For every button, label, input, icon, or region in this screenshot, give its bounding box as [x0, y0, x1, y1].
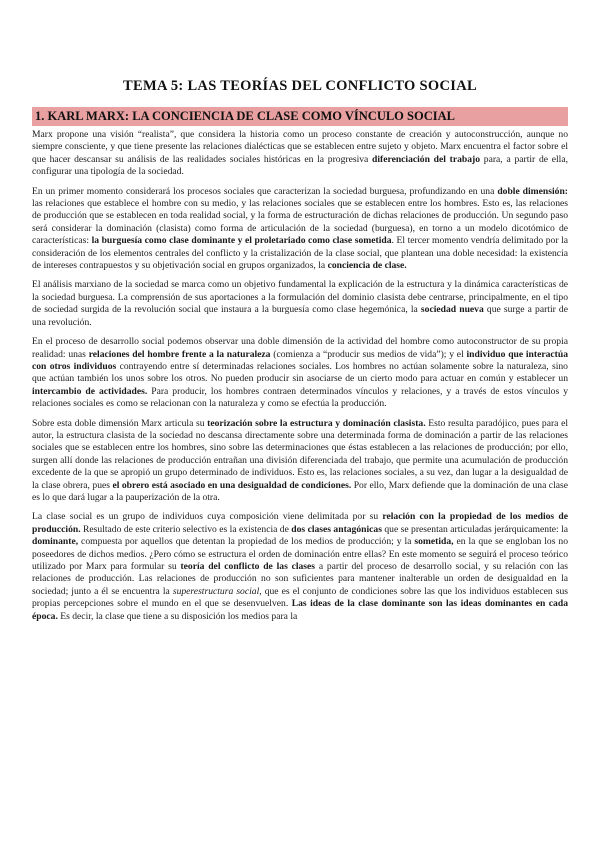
paragraph-text: Para producir, los hombres contraen determinados vínculos y relaciones, y a través de estos vínculos y relaciones sociales es como se relacionan con la naturaleza y como se efectúa la producción. [32, 385, 568, 410]
paragraph-text: (comienza a “producir sus medios de vida”); y el [270, 348, 467, 360]
emphasis-text: relaciones del hombre frente a la naturaleza [88, 348, 271, 360]
paragraph-text: que se presentan articuladas jerárquicamente: la [381, 523, 569, 535]
emphasis-text: diferenciación del trabajo [372, 153, 481, 165]
emphasis-text: sociedad nueva [420, 304, 484, 316]
paragraph-text: Es decir, la clase que tiene a su disposición los medios para la [57, 610, 298, 622]
paragraph-6 [32, 511, 568, 623]
emphasis-text: Las ideas de la clase dominante son las ideas dominantes en cada época. [32, 598, 568, 622]
emphasis-text: la burguesía como clase dominante y el proletariado como clase sometida [91, 235, 392, 247]
paragraph-4 [32, 336, 568, 410]
paragraph-text: las relaciones que establece el hombre con su medio, y las relaciones sociales que se establecen entre los hombres. Esto es, las relaciones de producción que se establecen en toda realidad social, y la forma de estructuración de dichas relaciones de producción. Un segundo paso será considerar la dominación (clasista) como forma de articulación de la sociedad (burguesa), en torno a un modelo dicotómico de características: [32, 198, 568, 247]
paragraph-text: Por ello, Marx defiende que la dominación de una clase es lo que dará lugar a la pauperización de la otra. [32, 479, 568, 503]
emphasis-text: teorización sobre la estructura y dominación clasista. [207, 417, 426, 429]
paragraph-text: En el proceso de desarrollo social podemos observar una doble dimensión de la actividad del hombre como autoconstructor de su propia realidad: unas [32, 336, 568, 360]
emphasis-text: dos clases antagónicas [291, 523, 382, 535]
paragraph-text: La clase social es un grupo de individuos cuya composición viene delimitada por su [32, 511, 383, 523]
paragraph-2 [32, 186, 568, 273]
emphasis-text: intercambio de actividades. [32, 385, 148, 397]
paragraph-5 [32, 418, 568, 505]
paragraph-text: . El tercer momento vendría delimitado por la consideración de los elementos centrales del conflicto y la cristalización de la clase social, que plantean una doble necesidad: la existencia de intereses contrapuestos y su objetivación social en grupos organizados, la [32, 235, 569, 272]
paragraph-text: En un primer momento considerará los procesos sociales que caracterizan la sociedad burguesa, profundizando en una [32, 185, 498, 197]
paragraph-text: en la que se engloban los no poseedores de dichos medios. ¿Pero cómo se estructura el orden de dominación entre ellas? En este momento se seguirá el proceso teórico utilizado por Marx para formular su [32, 536, 568, 572]
paragraph-text: Sobre esta doble dimensión Marx articula su [32, 417, 208, 429]
emphasis-text: el obrero está asociado en una desigualdad de condiciones. [112, 479, 352, 491]
emphasis-text: conciencia de clase. [327, 260, 407, 272]
paragraph-text: Resultado de este criterio selectivo es la existencia de [80, 523, 292, 535]
paragraph-text: El análisis marxiano de la sociedad se marca como un objetivo fundamental la explicación de la estructura y la dinámica características de la sociedad burguesa. La comprensión de sus aportaciones a la formulación del dominio clasista debe centrarse, principalmente, en el tipo de sociedad surgida de la revolución social que instaura a la burguesía como clase hegemónica, la [32, 279, 568, 316]
paragraph-text: compuesta por aquellos que detentan la propiedad de los medios de producción; y la [78, 536, 415, 548]
paragraph-text: a partir del proceso de desarrollo social, y su relación con las relaciones de producción. Las relaciones de producción no son suficientes para mantener inalterable un orden de desigualdad en la sociedad; junto a él se encuentra la [32, 561, 569, 597]
paragraph-text: que surge a partir de una revolución. [32, 304, 568, 328]
emphasis-text: sometida, [414, 536, 454, 548]
paragraph-text: contrayendo entre sí determinadas relaciones sociales. Los hombres no actúan solamente sobre la naturaleza, sino que actúan también los unos sobre los otros. No pueden producir sin asociarse de un cierto modo para actuar en común y establecer un [32, 360, 568, 385]
document-title: TEMA 5: LAS TEORÍAS DEL CONFLICTO SOCIAL [123, 78, 477, 94]
section-heading: 1. KARL MARX: LA CONCIENCIA DE CLASE COMO VÍNCULO SOCIAL [32, 107, 568, 126]
paragraph-text: Esto resulta paradójico, pues para el autor, la estructura clasista de la sociedad no descansa directamente sobre una determinada forma de dominación a partir de las relaciones sociales que se establecen entre los hombres, sino sobre las determinaciones que éstas establecen a las relaciones de producción; por ello, surgen allí donde las relaciones de producción entrañan una división diferenciada del trabajo, que permite una acumulación de producción excedente de la que se apropió un grupo determinado de individuos. Esto es, las relaciones sociales, a su vez, dan lugar a la desigualdad de la clase obrera, pues [32, 417, 568, 491]
paragraph-1 [32, 129, 568, 179]
emphasis-text: relación con la propiedad de los medios de producción. [32, 511, 568, 535]
paragraph-3 [32, 279, 568, 329]
emphasis-text: doble dimensión: [497, 185, 568, 197]
paragraph-text: para, a partir de ella, configurar una tipología de la sociedad. [32, 153, 568, 178]
paragraph-text: Marx propone una visión “realista”, que considera la historia como un proceso constante de creación y autoconstrucción, aunque no siempre consciente, y que tiene presente las relaciones dialécticas que se establecen entre sujeto y objeto. Marx encuentra el factor sobre el que hacer descansar su análisis de las realidades sociales históricas en la progresiva [32, 129, 568, 165]
emphasis-text: dominante, [32, 536, 79, 548]
emphasis-text: teoría del conflicto de las clases [180, 561, 316, 572]
paragraph-text: , que es el conjunto de condiciones sobre las que los individuos establecen sus propias percepciones sobre el mundo en el que se desenvuelven. [32, 585, 568, 610]
italic-text: superestructura social [172, 585, 260, 597]
emphasis-text: individuo que interactúa con otros individuos [32, 348, 568, 372]
